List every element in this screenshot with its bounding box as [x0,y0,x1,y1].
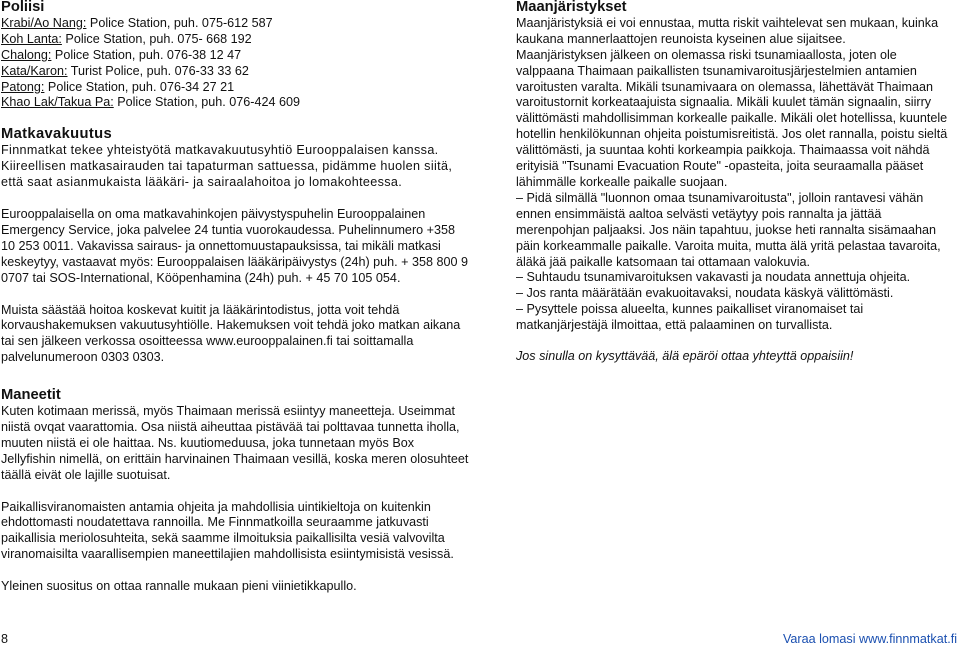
jellyfish-paragraph-2: Paikallisviranomaisten antamia ohjeita ja mahdollisia uintikieltoja on kuitenkin ehdottomasti noudatettava rannoilla. Me Finnmatkoilla seuraamme jatkuvasti paikallisia meriolosuhteita, sekä saamme ilmoituksia paikallisilta vesiä valvovilta viranomaisilta vaarallisempien maneettilajien mahdollisista esiintymisistä vesissä. [1,499,454,562]
police-item [1,32,469,48]
left-column [1,0,469,595]
police-info: Police Station, puh. 075-612 587 [86,15,273,30]
police-item [1,48,469,64]
insurance-paragraph-2: Eurooppalaisella on oma matkavahinkojen päivystyspuhelin Eurooppalainen Emergency Service, joka palvelee 24 tuntia vuorokaudessa. Puhelinnumero +358 10 253 0011. Vakavissa sairaus- ja onnettomuustapauksissa, tai mikäli matkasi keskeytyy, vastaavat myös: Eurooppalaisen lääkäripäivystys (24h) puh. + 358 800 9 0707 tai SOS-International, Kööpenhamina (24h) puh. + 45 70 105 054. [1,206,469,285]
finnmatkat-link[interactable]: Varaa lomasi www.finnmatkat.fi [782,632,957,646]
right-column [516,0,958,365]
police-info: Turist Police, puh. 076-33 33 62 [67,63,249,78]
earthquake-heading: Maanjäristykset [516,0,627,15]
police-info: Police Station, puh. 076-34 27 21 [44,79,235,94]
earthquake-paragraph-1: Maanjäristyksiä ei voi ennustaa, mutta riskit vaihtelevat sen mukaan, kuinka kaukana mannerlaattojen reunoista kyseinen alue sijaitsee. [516,15,939,46]
police-info: Police Station, puh. 076-38 12 47 [51,47,242,62]
police-info: Police Station, puh. 076-424 609 [113,95,300,110]
insurance-heading: Matkavakuutus [1,126,113,143]
earthquake-paragraph-3: – Pidä silmällä "luonnon omaa tsunamivaroitusta", jolloin rantavesi vähän ennen ensimmäistä aaltoa selvästi vetäytyy pois rannalta ja jättää merenpohjan paljaaksi. Jos näin tapahtuu, juokse heti rannalta sisämaahan päin korkeammalle paikalle. Varoita muita, mutta älä yritä pelastaa tavaroita, äläkä jää paikalle katsomaan tai ottamaan valokuvia. [516,190,941,269]
earthquake-bullet-2: – Jos ranta määrätään evakuoitavaksi, noudata käskyä välittömästi. [516,286,894,301]
jellyfish-paragraph-1: Kuten kotimaan merissä, myös Thaimaan merissä esiintyy maneetteja. Useimmat niistä ovqat vaarattomia. Osa niistä aiheuttaa pistävää tai polttavaa tunnetta iholla, muuten niistä ei ole haittaa. Ns. kuutiomeduusa, joka tunnetaan myös Box Jellyfishin nimellä, on erittäin harvinainen Thaimaan vesillä, koska meren olosuhteet täällä eivät ole lajille suotuisat. [1,404,469,482]
jellyfish-paragraph-3: Yleinen suositus on ottaa rannalle mukaan pieni viinietikkapullo. [1,579,357,594]
page-number: 8 [1,632,9,646]
insurance-paragraph-1: Finnmatkat tekee yhteistyötä matkavakuutusyhtiö Eurooppalaisen kanssa. Kiireellisen matkasairauden tai tapaturman sattuessa, pidämme huolen siitä, että saat asianmukaista lääkäri- ja sairaalahoitoa jo lomakohteessa. [1,143,453,190]
police-place[interactable]: Kata/Karon: [1,63,68,78]
police-place[interactable]: Khao Lak/Takua Pa: [1,95,114,110]
earthquake-bullet-3: – Pysyttele poissa alueelta, kunnes paikalliset viranomaiset tai matkanjärjestäjä ilmoittaa, että palaaminen on turvallista. [516,302,864,333]
police-place[interactable]: Koh Lanta: [1,31,62,46]
police-place[interactable]: Krabi/Ao Nang: [1,15,87,30]
police-item [1,95,469,111]
police-heading: Poliisi [1,0,45,15]
earthquake-bullet-1: – Suhtaudu tsunamivaroituksen vakavasti ja noudata annettuja ohjeita. [516,270,911,285]
jellyfish-heading: Maneetit [1,387,61,404]
police-item [1,16,469,32]
police-place[interactable]: Patong: [1,79,45,94]
contact-guides-note: Jos sinulla on kysyttävää, älä epäröi ottaa yhteyttä oppaisiin! [516,349,854,364]
insurance-paragraph-3: Muista säästää hoitoa koskevat kuitit ja lääkärintodistus, jotta voit tehdä korvaushakemuksen vakuutusyhtiölle. Hakemuksen voit tehdä joko matkan aikana tai sen jälkeen verkossa osoitteessa www.eurooppalainen.fi tai soittamalla palvelunumeroon 0303 0303. [1,302,461,365]
police-info: Police Station, puh. 075- 668 192 [61,31,252,46]
police-place[interactable]: Chalong: [1,47,52,62]
earthquake-paragraph-2: Maanjäristyksen jälkeen on olemassa riski tsunamiaallosta, joten ole valppaana Thaimaan paikallisten tsunamivaroitusjärjestelmien antamien varoitusten varalta. Mikäli tsunamivaara on olemassa, lähettävät Thaimaan varoitustornit korkeataajuista signaalia. Mikäli kuulet tämän signaalin, siirry välittömästi mahdollisimman korkealle paikalle. Mikäli olet hotellissa, kuuntele hotellin henkilökunnan ohjeita poistumisreitistä. Jos olet rannalla, poistu sieltä välittömästi, ja suuntaa kohti korkeampia paikkoja. Thaimaassa voit nähdä erityisiä "Tsunami Evacuation Route" -opasteita, joita seuraamalla pääset lähimmälle korkealle paikalle suojaan. [516,47,948,189]
police-list [1,16,469,111]
police-item [1,64,469,80]
police-item [1,80,469,96]
